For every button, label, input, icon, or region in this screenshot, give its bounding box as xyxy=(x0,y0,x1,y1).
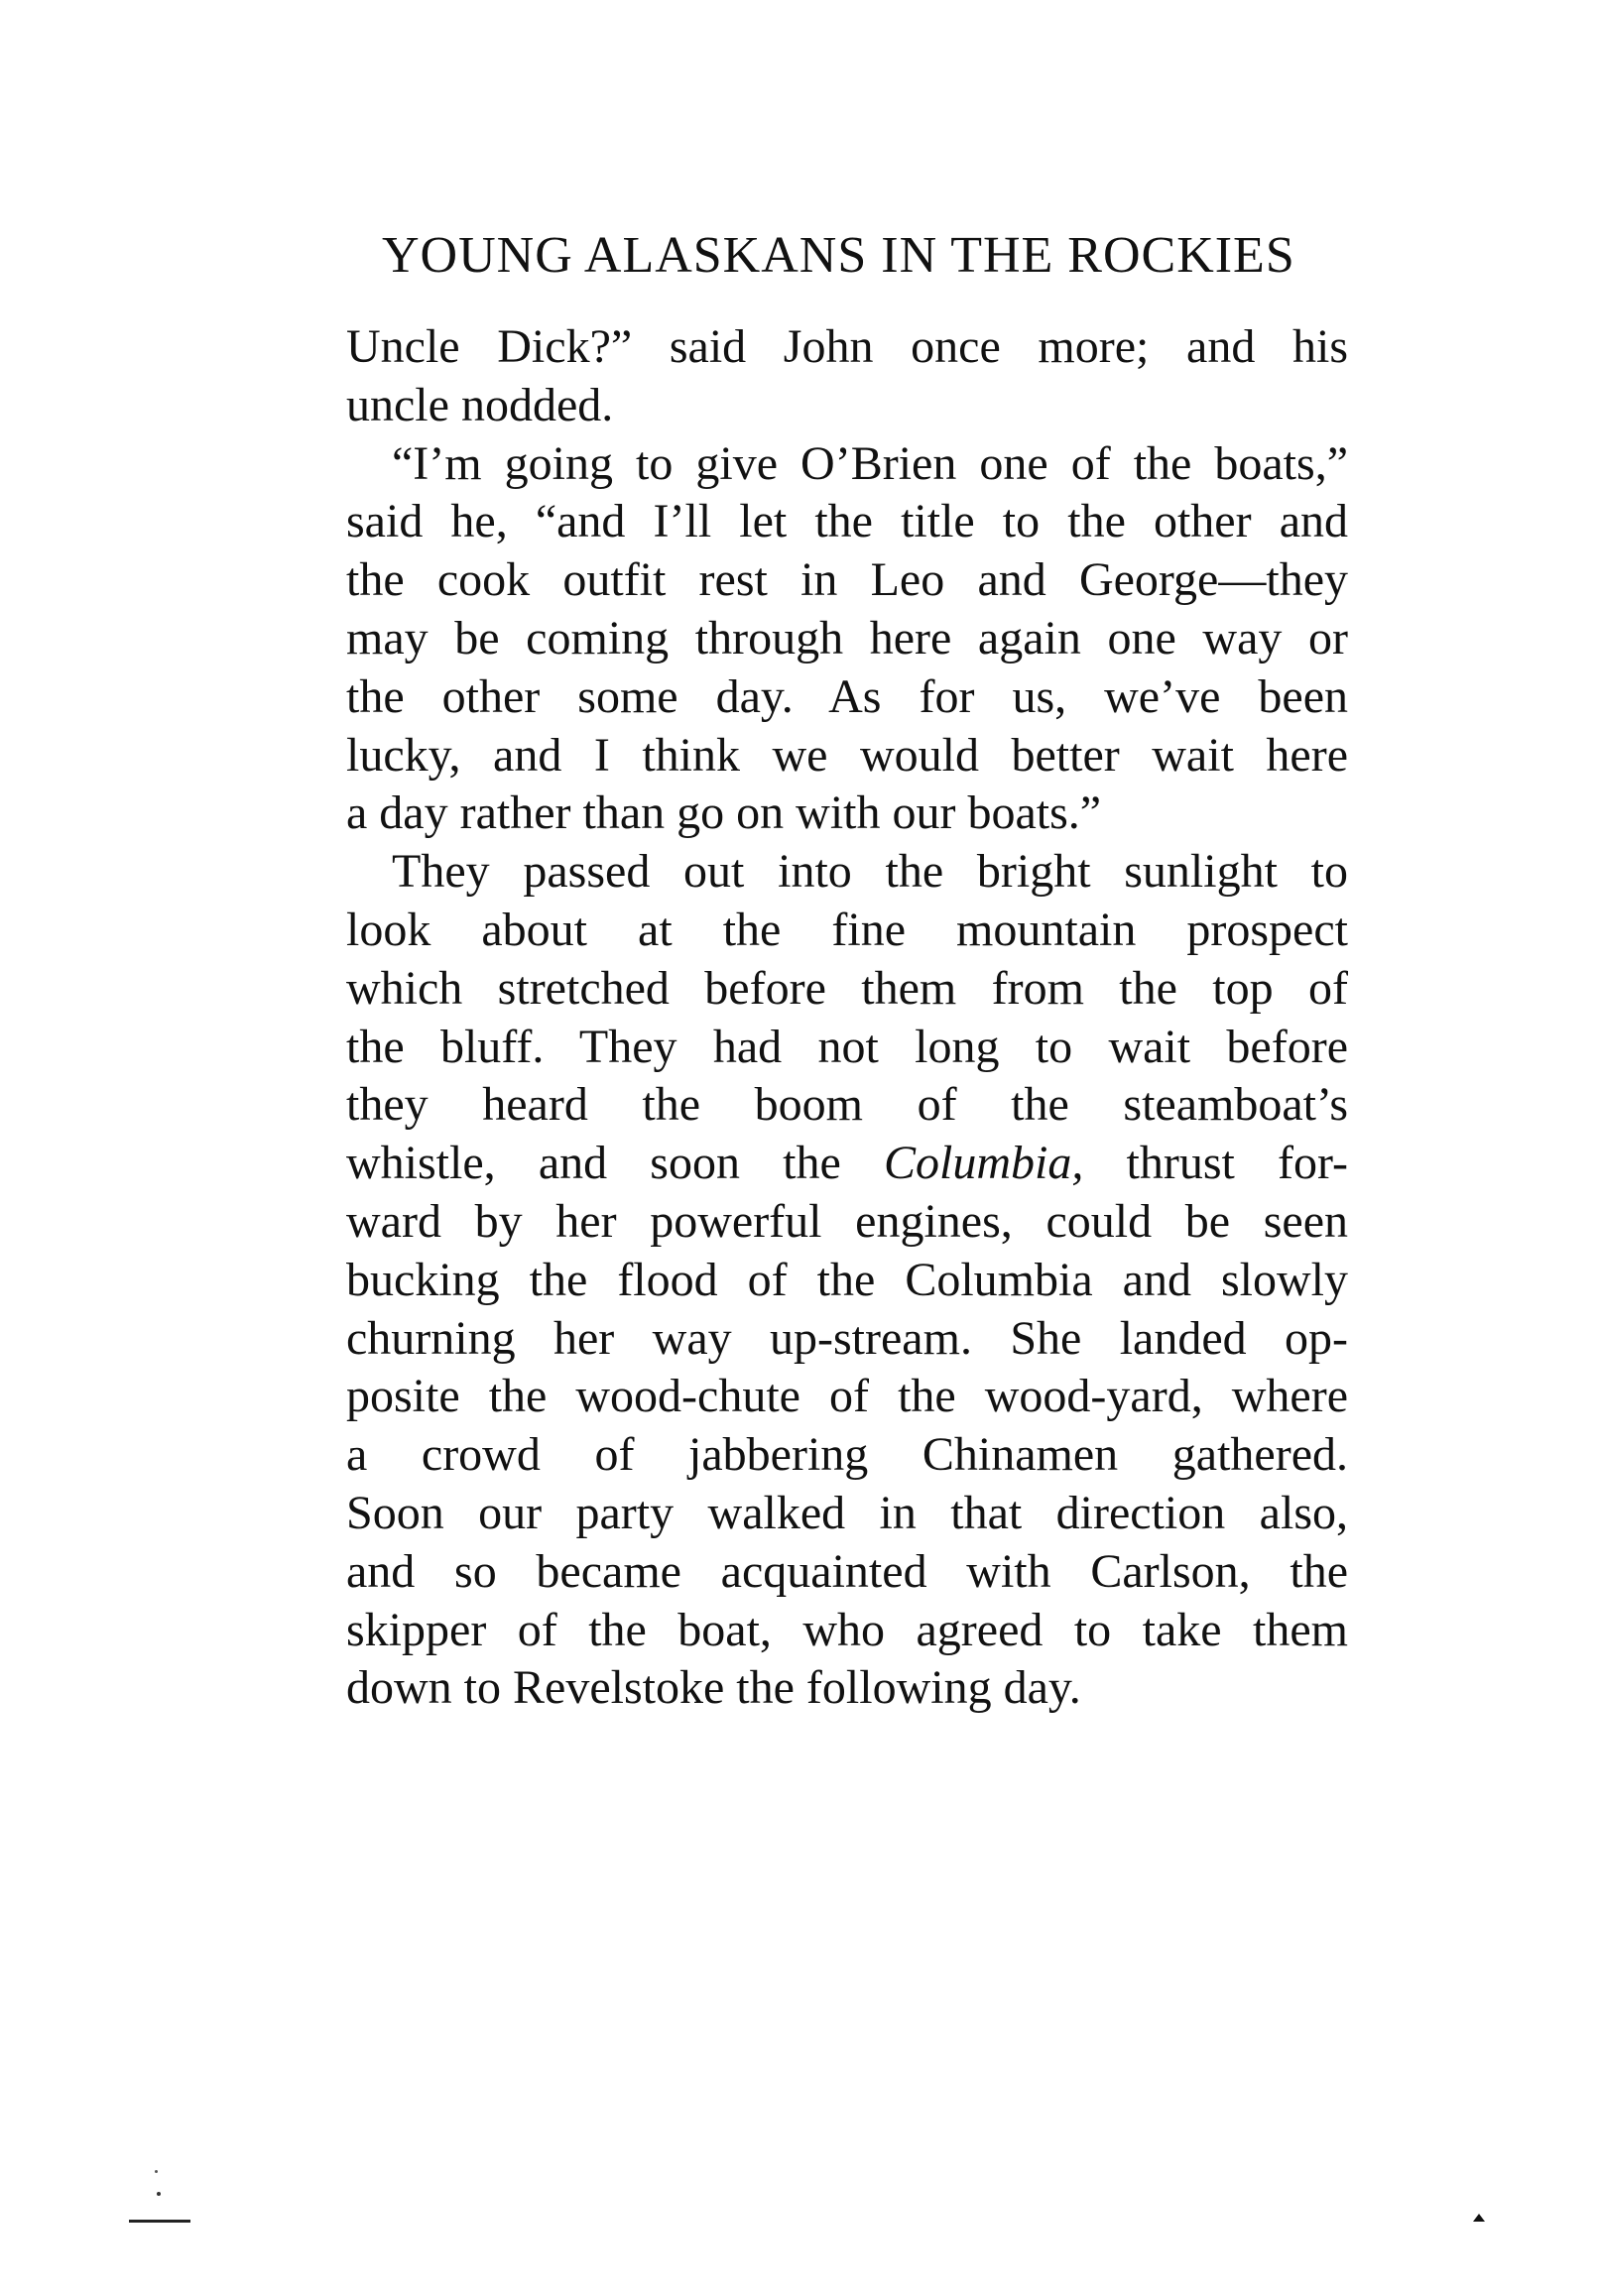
text-run: Uncle Dick?” said John once more; and his xyxy=(346,320,1348,373)
text-run: bucking the flood of the Columbia and slowly xyxy=(346,1253,1348,1306)
text-line xyxy=(346,1076,1348,1135)
text-run: whistle, and soon the xyxy=(346,1137,884,1190)
text-run: posite the wood-chute of the wood-yard, where xyxy=(346,1370,1348,1423)
text-run: the cook outfit rest in Leo and George—they xyxy=(346,553,1348,607)
text-line xyxy=(346,1193,1348,1252)
text-line xyxy=(346,1543,1348,1602)
scan-artifact-mark xyxy=(1473,2214,1485,2222)
text-run: and so became acquainted with Carlson, the xyxy=(346,1544,1348,1598)
text-run: churning her way up-stream. She landed op- xyxy=(346,1311,1348,1365)
running-head: YOUNG ALASKANS IN THE ROCKIES xyxy=(382,227,1295,284)
text-line xyxy=(346,1485,1348,1543)
text-line xyxy=(346,435,1348,494)
text-line xyxy=(346,843,1348,902)
text-run: Soon our party walked in that direction also, xyxy=(346,1486,1348,1539)
scan-artifact-rule xyxy=(129,2220,190,2223)
text-run: “I’m going to give O’Brien one of the boats,” xyxy=(392,436,1348,490)
text-line xyxy=(346,1659,1348,1718)
text-run: ward by her powerful engines, could be seen xyxy=(346,1194,1348,1248)
text-run: said he, “and I’ll let the title to the other and xyxy=(346,495,1348,548)
text-line xyxy=(346,1019,1348,1077)
scan-artifact-dot xyxy=(157,2192,161,2196)
text-line xyxy=(346,493,1348,551)
text-line xyxy=(346,1426,1348,1485)
text-run: look about at the fine mountain prospect xyxy=(346,903,1348,956)
text-line xyxy=(346,1310,1348,1369)
text-line xyxy=(346,902,1348,960)
text-line xyxy=(346,960,1348,1019)
text-run: the bluff. They had not long to wait before xyxy=(346,1020,1348,1073)
text-line xyxy=(346,551,1348,610)
text-line xyxy=(346,1135,1348,1193)
text-run: which stretched before them from the top of xyxy=(346,961,1348,1015)
text-line xyxy=(346,318,1348,377)
text-line xyxy=(346,1602,1348,1660)
text-line xyxy=(346,377,1348,435)
text-run: they heard the boom of the steamboat’s xyxy=(346,1078,1348,1132)
text-line xyxy=(346,1368,1348,1426)
text-run: thrust for- xyxy=(1083,1137,1348,1190)
text-run: a crowd of jabbering Chinamen gathered. xyxy=(346,1428,1348,1482)
text-run: skipper of the boat, who agreed to take them xyxy=(346,1603,1348,1656)
text-line xyxy=(346,1252,1348,1310)
text-run: lucky, and I think we would better wait here xyxy=(346,728,1348,782)
text-run: down to Revelstoke the following day. xyxy=(346,1661,1081,1715)
italic-text: Columbia, xyxy=(883,1137,1084,1190)
text-run: may be coming through here again one way or xyxy=(346,611,1348,665)
text-line xyxy=(346,668,1348,727)
scan-artifact-dot xyxy=(155,2170,158,2173)
body-text xyxy=(346,318,1348,1718)
text-run: a day rather than go on with our boats.” xyxy=(346,786,1102,840)
text-line xyxy=(346,727,1348,785)
text-run: uncle nodded. xyxy=(346,378,614,431)
text-line xyxy=(346,610,1348,668)
text-line xyxy=(346,785,1348,843)
text-run: They passed out into the bright sunlight to xyxy=(392,845,1348,899)
text-run: the other some day. As for us, we’ve been xyxy=(346,669,1348,723)
